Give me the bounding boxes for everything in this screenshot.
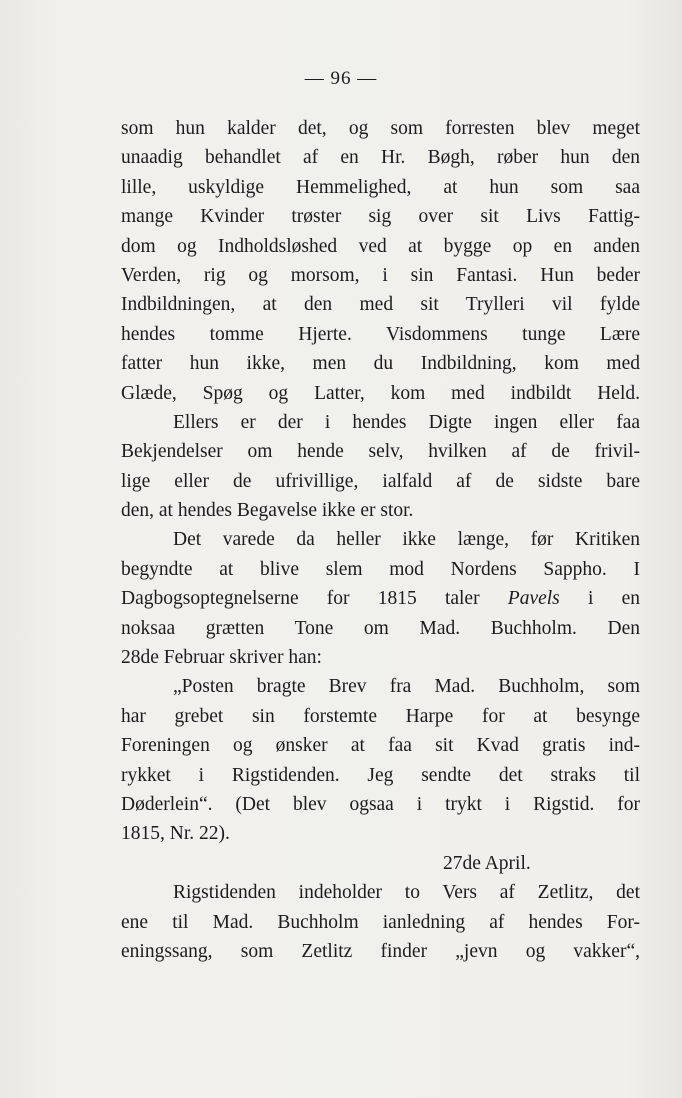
text-line: „Posten bragte Brev fra Mad. Buchholm, som <box>173 676 640 698</box>
text-line: lille, uskyldige Hemmelighed, at hun som saa <box>121 176 640 198</box>
text-line: Ellers er der i hendes Digte ingen eller faa <box>173 411 640 433</box>
text-line: har grebet sin forstemte Harpe for at besynge <box>121 705 640 727</box>
page-body-text <box>121 114 640 966</box>
text-line: noksaa grætten Tone om Mad. Buchholm. Den <box>121 617 640 639</box>
text-line: rykket i Rigstidenden. Jeg sendte det straks til <box>121 764 640 786</box>
text-line: Døderlein“. (Det blev ogsaa i trykt i Rigstid. for <box>121 793 640 815</box>
text-line: Foreningen og ønsker at faa sit Kvad gratis ind- <box>121 735 640 757</box>
text-line: mange Kvinder trøster sig over sit Livs Fattig- <box>121 206 640 228</box>
text-line: Rigstidenden indeholder to Vers af Zetlitz, det <box>173 882 640 904</box>
text-line: Dagbogsoptegnelserne for 1815 taler Pavels i en <box>121 588 640 610</box>
text-line: unaadig behandlet af en Hr. Bøgh, røber hun den <box>121 147 640 169</box>
page-number: — 96 — <box>304 68 378 89</box>
text-line: Det varede da heller ikke længe, før Kritiken <box>173 529 640 551</box>
text-line: begyndte at blive slem mod Nordens Sappho. I <box>121 558 640 580</box>
text-line: 28de Februar skriver han: <box>121 647 322 669</box>
text-line: Glæde, Spøg og Latter, kom med indbildt Held. <box>121 382 640 404</box>
italic-name: Pavels <box>507 588 560 610</box>
text-line: som hun kalder det, og som forresten blev meget <box>121 118 640 139</box>
text-line: 1815, Nr. 22). <box>121 823 230 845</box>
text-line: Indbildningen, at den med sit Trylleri vil fylde <box>121 294 640 316</box>
text-line: 27de April. <box>443 852 531 874</box>
text-line: Bekjendelser om hende selv, hvilken af de frivil- <box>121 441 640 463</box>
text-line: dom og Indholdsløshed ved at bygge op en anden <box>121 235 640 257</box>
text-line: den, at hendes Begavelse ikke er stor. <box>121 500 414 522</box>
text-line: ene til Mad. Buchholm ianledning af hendes For- <box>121 911 640 933</box>
text-line: lige eller de ufrivillige, ialfald af de sidste bare <box>121 470 640 492</box>
text-line: fatter hun ikke, men du Indbildning, kom med <box>121 353 640 375</box>
text-line: eningssang, som Zetlitz finder „jevn og vakker“, <box>121 940 640 962</box>
text-line: Verden, rig og morsom, i sin Fantasi. Hun beder <box>121 264 640 286</box>
text-line: hendes tomme Hjerte. Visdommens tunge Lære <box>121 323 640 345</box>
